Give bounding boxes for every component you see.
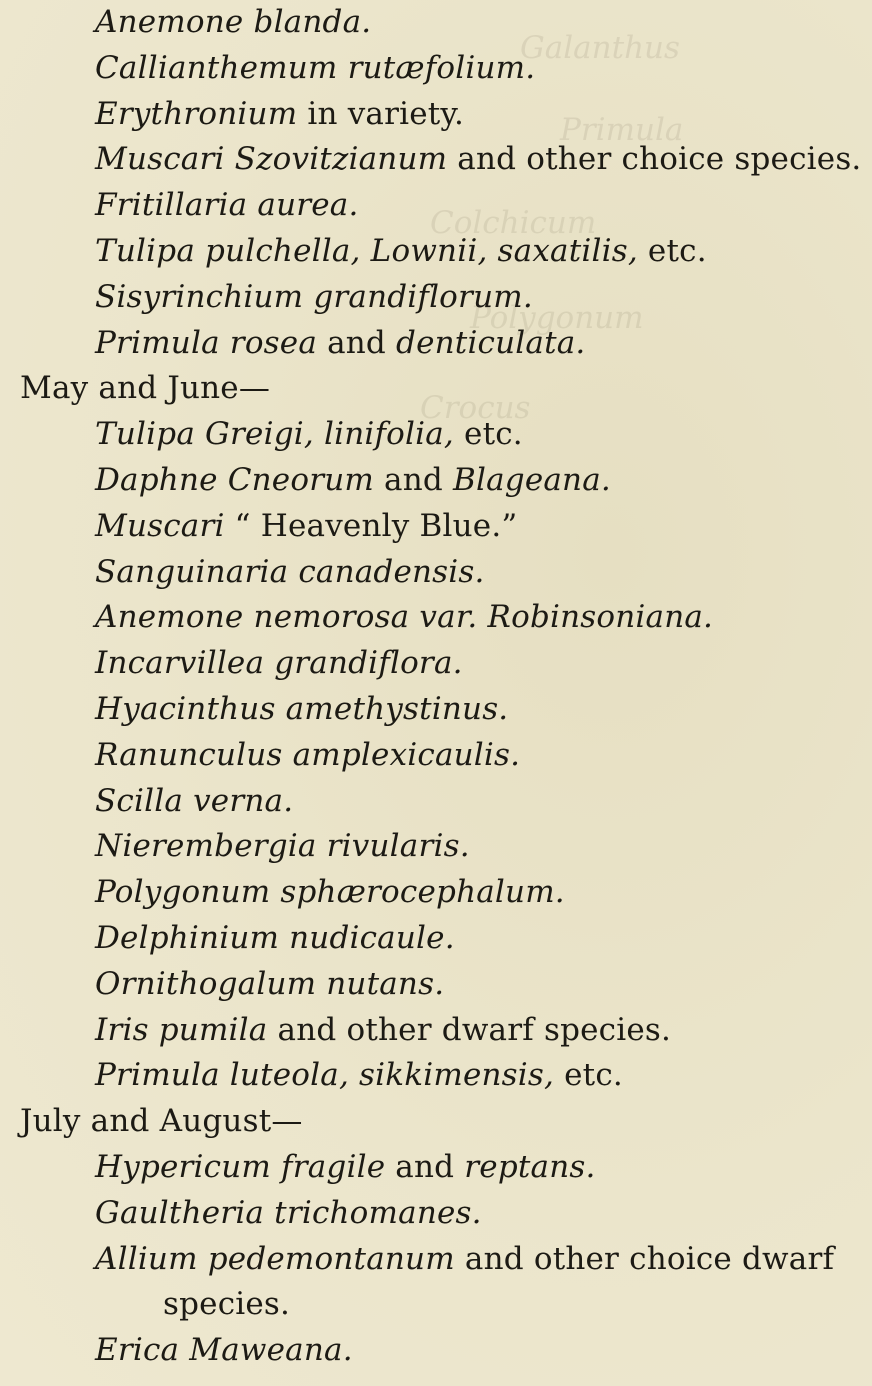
plant-entry bbox=[95, 414, 523, 454]
plant-entry bbox=[95, 94, 464, 134]
plant-entry bbox=[95, 185, 359, 225]
plant-entry bbox=[95, 552, 485, 592]
species-name: Primula rosea bbox=[95, 324, 318, 361]
plain-text: and bbox=[317, 324, 397, 361]
plain-text: July and August— bbox=[20, 1103, 303, 1140]
show-through-text: Polygonum bbox=[470, 300, 644, 336]
plant-entry bbox=[95, 872, 565, 912]
species-name: Allium pedemontanum bbox=[95, 1240, 455, 1277]
plain-text: and other dwarf species. bbox=[267, 1011, 672, 1048]
species-name: Sisyrinchium grandiflorum. bbox=[95, 278, 533, 315]
plain-text: May and June— bbox=[20, 370, 271, 407]
plant-entry bbox=[95, 2, 371, 42]
plain-text: “ Heavenly Blue.” bbox=[224, 507, 518, 544]
species-name: Muscari Szovitzianum bbox=[95, 141, 448, 178]
plant-entry bbox=[95, 231, 707, 271]
plant-entry bbox=[95, 460, 611, 500]
plant-entry bbox=[95, 323, 585, 363]
plain-text: and other choice dwarf bbox=[454, 1240, 835, 1277]
plain-text: etc. bbox=[637, 233, 707, 269]
season-heading bbox=[20, 1101, 303, 1141]
species-name: Muscari bbox=[95, 507, 225, 544]
species-name: Callianthemum rutæfolium. bbox=[95, 49, 536, 86]
plant-entry bbox=[95, 139, 862, 179]
species-name: Incarvillea grandiflora. bbox=[95, 645, 463, 682]
plain-text: and bbox=[385, 1149, 465, 1185]
species-name: Hyacinthus amethystinus. bbox=[95, 691, 509, 727]
show-through-text: Primula bbox=[560, 112, 684, 148]
plant-entry bbox=[95, 1193, 482, 1233]
species-name: reptans. bbox=[464, 1149, 596, 1185]
species-name: Erythronium bbox=[95, 95, 298, 132]
species-name: Sanguinaria canadensis. bbox=[95, 553, 485, 590]
species-name: Gaultheria trichomanes. bbox=[95, 1194, 482, 1231]
plain-text: species. bbox=[163, 1286, 291, 1323]
species-name: Delphinium nudicaule. bbox=[95, 920, 455, 956]
species-name: Scilla verna. bbox=[95, 782, 294, 819]
species-name: Anemone blanda. bbox=[95, 4, 372, 40]
species-name: Blageana. bbox=[453, 462, 611, 498]
species-name: Erica Maweana. bbox=[95, 1332, 353, 1369]
plain-text: and bbox=[374, 462, 453, 498]
plant-entry bbox=[95, 277, 533, 317]
species-name: Tulipa Greigi, linifolia, bbox=[95, 416, 454, 453]
species-name: Iris pumila bbox=[95, 1011, 268, 1048]
show-through-text: Crocus bbox=[420, 390, 531, 426]
season-heading bbox=[20, 368, 270, 408]
plant-entry bbox=[95, 1010, 671, 1050]
species-name: Ornithogalum nutans. bbox=[95, 965, 445, 1002]
show-through-text: Colchicum bbox=[430, 205, 597, 241]
plant-entry bbox=[95, 1239, 834, 1279]
plant-entry bbox=[95, 643, 463, 683]
species-name: Tulipa pulchella, Lownii, saxatilis, bbox=[95, 233, 638, 269]
plant-entry bbox=[95, 781, 293, 821]
species-name: Ranunculus amplexicaulis. bbox=[95, 736, 521, 773]
plant-entry bbox=[95, 964, 444, 1004]
species-name: Primula luteola, sikkimensis, bbox=[95, 1057, 555, 1094]
plant-entry bbox=[95, 735, 520, 775]
species-name: Fritillaria aurea. bbox=[95, 187, 359, 224]
plant-entry bbox=[95, 1055, 623, 1095]
species-name: Anemone nemorosa var. Robinsoniana. bbox=[95, 599, 714, 636]
plant-entry bbox=[95, 689, 508, 729]
plant-entry bbox=[95, 918, 455, 958]
plant-entry bbox=[95, 506, 517, 546]
plain-text: etc. bbox=[453, 416, 523, 453]
plant-entry bbox=[95, 1147, 596, 1187]
plant-entry bbox=[95, 1330, 353, 1370]
plant-entry bbox=[95, 826, 470, 866]
continuation-line bbox=[163, 1284, 290, 1324]
species-name: Daphne Cneorum bbox=[95, 462, 374, 498]
plain-text: and other choice species. bbox=[447, 141, 862, 178]
species-name: Hypericum fragile bbox=[95, 1149, 386, 1185]
species-name: Nierembergia rivularis. bbox=[95, 828, 470, 865]
species-name: denticulata. bbox=[396, 324, 586, 361]
show-through-text: Galanthus bbox=[520, 30, 680, 66]
plain-text: etc. bbox=[554, 1057, 623, 1094]
plant-entry bbox=[95, 597, 713, 637]
species-name: Polygonum sphærocephalum. bbox=[95, 874, 565, 911]
plain-text: in variety. bbox=[297, 95, 465, 132]
plant-entry bbox=[95, 48, 535, 88]
